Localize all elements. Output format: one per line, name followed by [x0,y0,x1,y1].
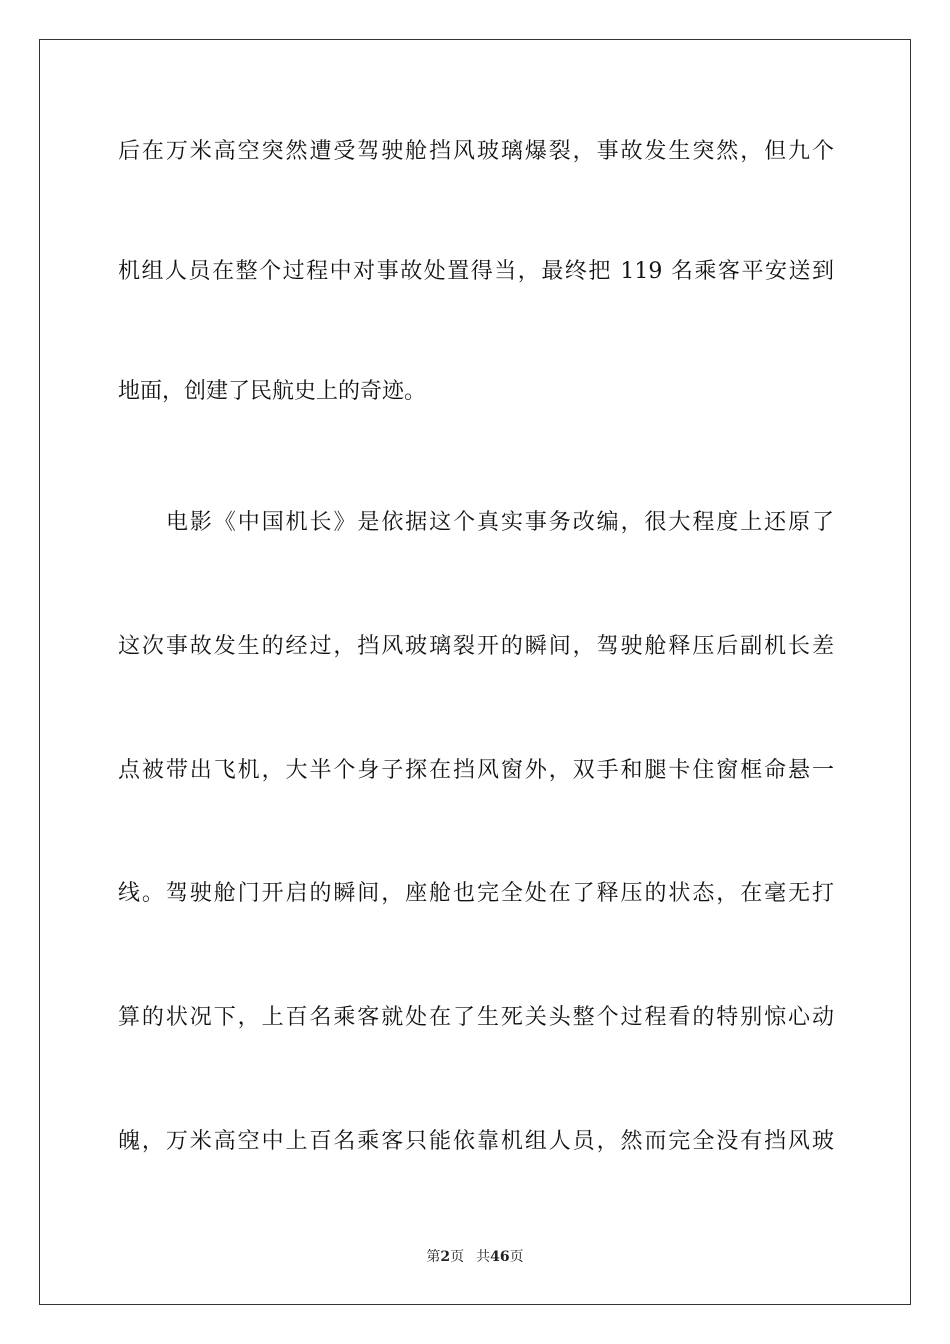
footer-page-number: 2 [440,1249,451,1265]
body-line-8: 算的状况下，上百名乘客就处在了生死关头整个过程看的特别惊心动 [118,1005,834,1030]
page-footer [0,1248,950,1266]
footer-total-suffix: 页 [509,1249,524,1265]
footer-page-prefix: 第 [426,1249,441,1265]
body-line-9: 魄，万米高空中上百名乘客只能依靠机组人员，然而完全没有挡风玻 [118,1129,834,1154]
footer-page-suffix: 页 [450,1249,465,1265]
footer-total-pages: 46 [490,1249,510,1265]
footer-total-prefix: 共 [476,1249,491,1265]
body-line-6: 点被带出飞机，大半个身子探在挡风窗外，双手和腿卡住窗框命悬一 [118,758,834,783]
body-line-7: 线。驾驶舱门开启的瞬间，座舱也完全处在了释压的状态，在毫无打 [118,881,834,906]
page-border [39,39,911,1305]
body-line-5: 这次事故发生的经过，挡风玻璃裂开的瞬间，驾驶舱释压后副机长差 [118,634,834,659]
body-line-2: 机组人员在整个过程中对事故处置得当，最终把 119 名乘客平安送到 [118,259,834,284]
body-line-1: 后在万米高空突然遭受驾驶舱挡风玻璃爆裂，事故发生突然，但九个 [118,139,834,164]
body-line-4: 电影《中国机长》是依据这个真实事务改编，很大程度上还原了 [166,510,834,535]
body-line-3: 地面，创建了民航史上的奇迹。 [118,379,427,404]
